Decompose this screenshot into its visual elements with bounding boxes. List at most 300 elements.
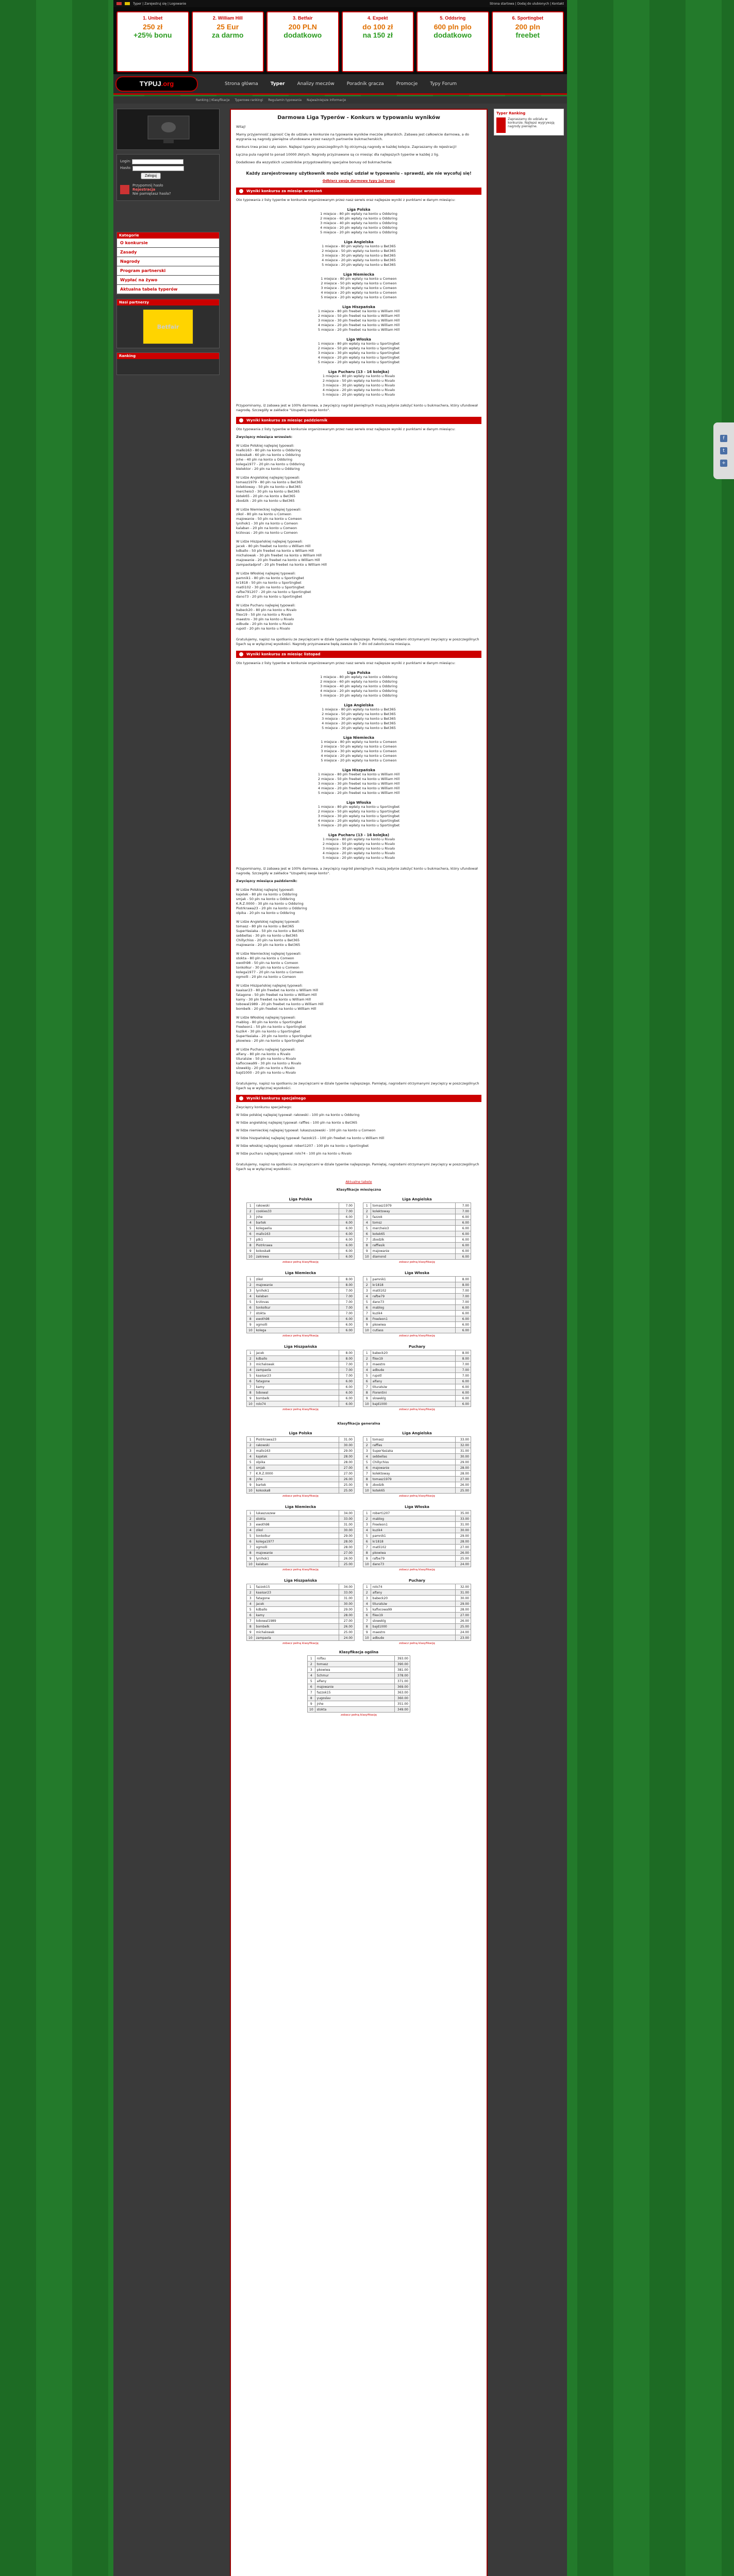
table-cell[interactable]: mablog	[371, 1516, 455, 1522]
bonus-name: 4. Expekt	[367, 15, 388, 21]
table-cell[interactable]: zampaola	[254, 1635, 339, 1641]
table-cell[interactable]: zbodzik	[371, 1237, 455, 1243]
winner-line: Piotrkrawa23 - 20 pln na konto u Oddsring	[236, 906, 307, 910]
table-cell: 7.00	[339, 1305, 355, 1311]
table-cell[interactable]: ewoth98	[254, 1522, 339, 1528]
table-cell[interactable]: tituratsiw	[371, 1384, 455, 1390]
table-cell[interactable]: filex19	[371, 1356, 455, 1362]
table-cell[interactable]: kamy	[254, 1384, 339, 1390]
table-cell: 8	[363, 1390, 371, 1396]
table-cell: 6	[247, 1379, 255, 1384]
table-cell[interactable]: jnhe	[315, 1701, 394, 1707]
winner-line: mercheio3 - 30 pln na konto u Bet365	[236, 489, 300, 494]
table-cell[interactable]: olpika	[254, 1460, 339, 1465]
table-cell[interactable]: rolfau	[315, 1656, 394, 1662]
table-cell[interactable]: sebbellas	[371, 1454, 455, 1460]
table-cell[interactable]: adbude	[371, 1367, 455, 1373]
table-row	[247, 1288, 355, 1294]
table-cell[interactable]: zakrewa	[254, 1254, 339, 1260]
prize-line: 3 miejsce - 40 pln wpłaty na konto u Oddsring	[320, 684, 397, 688]
table-cell[interactable]: diamond	[371, 1254, 455, 1260]
bonus-card[interactable]	[342, 11, 414, 72]
table-cell[interactable]: jacek	[254, 1601, 339, 1607]
winner-line: Chillychiss - 20 pln na konto u Bet365	[236, 938, 300, 942]
table-cell: 7.00	[339, 1209, 355, 1214]
table-cell[interactable]: fatagone	[254, 1379, 339, 1384]
table-cell: 4	[363, 1528, 371, 1533]
winner-line: kr1818 - 50 pln na konto u Sportingbet	[236, 581, 302, 585]
table-cell: 4	[247, 1294, 255, 1299]
table-cell[interactable]: rakowski	[254, 1443, 339, 1448]
table-cell[interactable]: tonkolkur	[254, 1533, 339, 1539]
table-cell: 26.00	[339, 1624, 355, 1630]
table-cell[interactable]: lynihok1	[254, 1288, 339, 1294]
table-cell[interactable]: tobowal	[254, 1390, 339, 1396]
special-winner: W lidze hiszpańskiej najlepiej typował: fazzok15 - 100 pln freebet na konto u William Hill	[236, 1136, 385, 1140]
full-ranking-link[interactable]: zobacz pełną klasyfikację	[399, 1334, 435, 1337]
table-cell: 6	[247, 1231, 255, 1237]
table-row	[363, 1311, 471, 1316]
table-cell[interactable]: kalaban	[254, 1562, 339, 1567]
table-cell[interactable]: fazzok15	[315, 1690, 394, 1696]
table-cell: 9	[363, 1396, 371, 1401]
table-cell[interactable]: alfany	[371, 1590, 455, 1596]
table-cell[interactable]: fazzok15	[254, 1584, 339, 1590]
prize-line: 1 miejsce - 80 pln wpłaty na konto u Bet365	[322, 244, 396, 248]
category-item[interactable]: O konkursie	[117, 239, 219, 248]
top-bar-left[interactable]: Typer | Zarejestruj się | Logowanie	[133, 2, 187, 6]
table-cell[interactable]: Schmur	[315, 1673, 394, 1679]
table-cell[interactable]: kuzik4	[371, 1311, 455, 1316]
table-cell[interactable]: michalowak	[254, 1630, 339, 1635]
table-cell[interactable]: kuzik4	[371, 1528, 455, 1533]
table-cell[interactable]: smjak	[254, 1465, 339, 1471]
table-cell: 10	[247, 1635, 255, 1641]
table-cell[interactable]: zampaola	[254, 1367, 339, 1373]
table-cell[interactable]: majowanie	[315, 1684, 394, 1690]
table-cell: 2	[363, 1282, 371, 1288]
table-cell[interactable]: majowanie	[371, 1248, 455, 1254]
table-cell[interactable]: tomasz1979	[371, 1477, 455, 1482]
table-cell: 7.00	[456, 1362, 471, 1367]
table-row	[363, 1596, 471, 1601]
table-row	[363, 1607, 471, 1613]
table-row	[363, 1584, 471, 1590]
plus-icon[interactable]: +	[720, 460, 727, 467]
table-cell[interactable]: kolektoway	[371, 1471, 455, 1477]
full-ranking-link[interactable]: zobacz pełną klasyfikację	[399, 1261, 435, 1264]
table-cell[interactable]: ogmolli	[254, 1322, 339, 1328]
login-input[interactable]	[132, 159, 184, 164]
site-logo[interactable]: TYPUJ .org	[115, 76, 198, 92]
table-cell[interactable]: stokta	[254, 1311, 339, 1316]
bonus-card[interactable]	[416, 11, 489, 72]
table-cell[interactable]: kdballo	[254, 1607, 339, 1613]
table-cell[interactable]: fazzok	[371, 1214, 455, 1220]
table-cell[interactable]: ogmolli	[254, 1545, 339, 1550]
table-cell[interactable]: rafbe79	[371, 1556, 455, 1562]
table-cell[interactable]: maestro	[371, 1630, 455, 1635]
table-cell: 1	[247, 1584, 255, 1590]
table-cell[interactable]: filex19	[371, 1613, 455, 1618]
table-cell[interactable]: Freeleon1	[371, 1316, 455, 1322]
nav-item[interactable]: Typer	[270, 81, 285, 87]
table-cell[interactable]: sloweklg	[371, 1618, 455, 1624]
table-cell[interactable]: jnhe	[254, 1477, 339, 1482]
table-cell[interactable]: krzlovas	[254, 1299, 339, 1305]
table-cell[interactable]: adbude	[371, 1635, 455, 1641]
full-ranking-link[interactable]: zobacz pełną klasyfikację	[341, 1714, 377, 1717]
full-ranking-link[interactable]: zobacz pełną klasyfikację	[399, 1408, 435, 1411]
table-cell[interactable]: pkowiwa	[315, 1667, 394, 1673]
table-cell[interactable]: tobowal1989	[254, 1618, 339, 1624]
special-winner: W lidze pucharu najlepiej typował: rolo74 - 100 pln na konto u Rivalo	[236, 1151, 352, 1156]
nav-item[interactable]: Typy Forum	[430, 81, 457, 87]
table-cell[interactable]: cutlass	[371, 1328, 455, 1333]
table-cell[interactable]: stokta	[254, 1516, 339, 1522]
table-cell: 4	[247, 1454, 255, 1460]
table-cell[interactable]: bombelk	[254, 1624, 339, 1630]
ranking-table	[363, 1579, 471, 1645]
share-tab[interactable]	[713, 422, 734, 479]
full-ranking-link[interactable]: zobacz pełną klasyfikację	[399, 1642, 435, 1645]
table-cell[interactable]: rafbe79	[371, 1294, 455, 1299]
table-cell[interactable]: kokoska8	[254, 1488, 339, 1494]
table-cell: 28.00	[456, 1539, 471, 1545]
table-row	[363, 1590, 471, 1596]
table-cell[interactable]: Piotrkrawa	[254, 1243, 339, 1248]
nav-item[interactable]: Strona główna	[225, 81, 258, 87]
table-cell[interactable]: mallo163	[254, 1448, 339, 1454]
table-cell[interactable]: kolektoway	[371, 1209, 455, 1214]
table-cell[interactable]: kdballo	[254, 1356, 339, 1362]
table-row	[247, 1460, 355, 1465]
league-title: Liga Polska	[347, 208, 371, 212]
prize-line: 3 miejsce - 30 pln wpłaty na konto u Bet365	[322, 253, 396, 258]
table-cell: 3	[247, 1362, 255, 1367]
full-ranking-link[interactable]: zobacz pełną klasyfikację	[282, 1642, 319, 1645]
table-cell: 4	[247, 1528, 255, 1533]
table-cell[interactable]: kotek65	[371, 1488, 455, 1494]
table-cell[interactable]: kr1818	[371, 1282, 455, 1288]
table-cell[interactable]: kaflocowa99	[371, 1607, 455, 1613]
table-cell[interactable]: tomasz1979	[371, 1203, 455, 1209]
table-cell[interactable]: tomasz	[315, 1662, 394, 1667]
tables-heading: Klasyfikacja generalna	[337, 1421, 380, 1426]
table-cell[interactable]: kolega1977	[254, 1539, 339, 1545]
table-cell: 390.00	[395, 1662, 410, 1667]
table-cell[interactable]: robert1207	[371, 1511, 455, 1516]
table-cell[interactable]: rafflesik	[371, 1243, 455, 1248]
table-cell[interactable]: bartek	[254, 1482, 339, 1488]
register-link[interactable]: Rejestracja	[132, 188, 156, 192]
table-cell: 3	[363, 1448, 371, 1454]
table-cell[interactable]: bartek	[254, 1220, 339, 1226]
login-button[interactable]: Zaloguj	[141, 173, 161, 179]
table-cell: 33.00	[456, 1437, 471, 1443]
flag-icon[interactable]	[125, 2, 130, 5]
table-cell: 30.00	[456, 1528, 471, 1533]
winner-line: pkowiwa - 20 pln na konto u Sportingbet	[236, 1039, 304, 1043]
category-item[interactable]: Program partnerski	[117, 266, 219, 276]
table-cell[interactable]: tomsz	[371, 1220, 455, 1226]
table-cell[interactable]: babeck20	[371, 1596, 455, 1601]
table-cell[interactable]: kokoska8	[254, 1248, 339, 1254]
top-bar-right[interactable]: Strona startowa | Dodaj do ulubionych | Kontakt	[489, 2, 564, 6]
table-cell: 6	[363, 1539, 371, 1545]
table-cell[interactable]: kaaisar23	[254, 1590, 339, 1596]
table-row	[247, 1396, 355, 1401]
table-cell[interactable]: ewoth98	[254, 1316, 339, 1322]
table	[363, 1350, 471, 1407]
winners-title: Zwycięzcy miesiąca wrzesień:	[236, 435, 293, 439]
table-cell: 31.00	[456, 1522, 471, 1528]
bullet-icon	[239, 418, 243, 422]
table-cell[interactable]: sloweklg	[371, 1396, 455, 1401]
table-cell[interactable]: kajetek	[254, 1454, 339, 1460]
ranking-table	[246, 1431, 355, 1498]
table-cell: 2	[363, 1443, 371, 1448]
table-cell[interactable]: bajd1000	[371, 1401, 455, 1407]
table-cell[interactable]: alfany	[315, 1679, 394, 1684]
table-cell[interactable]: majowanie	[254, 1550, 339, 1556]
table-cell[interactable]: Piotrkrawa23	[254, 1437, 339, 1443]
prize-line: 3 miejsce - 30 pln wpłaty na konto u Sportingbet	[318, 351, 400, 355]
table-cell[interactable]: jacek	[254, 1350, 339, 1356]
note-text: Przypominamy, iż zabawa jest w 100% darmowa, a zwycięzcy nagród pieniężnych muszą jedynie założyć konto u bukmachera, który ufundował nagrodę. Szczegóły w zakładce "Uzupełnij swoje konto".	[236, 867, 478, 875]
facebook-icon[interactable]: f	[720, 435, 727, 442]
table-cell[interactable]: pamnik1	[371, 1277, 455, 1282]
table-cell: 6.00	[456, 1248, 471, 1254]
table-cell[interactable]: yugoslav	[315, 1696, 394, 1701]
table-cell[interactable]: mercheio3	[371, 1226, 455, 1231]
table-cell[interactable]: tomasz	[371, 1437, 455, 1443]
table-row	[247, 1243, 355, 1248]
table-cell: 4	[363, 1220, 371, 1226]
table-cell: 1	[363, 1584, 371, 1590]
tables-link[interactable]: Aktualne tabele	[345, 1180, 372, 1184]
lock-icon	[120, 185, 129, 194]
category-item[interactable]: Nagrody	[117, 257, 219, 266]
table-cell[interactable]: kalaban	[254, 1294, 339, 1299]
table-cell: 7.00	[456, 1288, 471, 1294]
partner-banner[interactable]: Betfair	[142, 309, 194, 345]
table-cell[interactable]: bajd1000	[371, 1624, 455, 1630]
table-cell[interactable]: majowanie	[254, 1282, 339, 1288]
table-cell[interactable]: mablog	[371, 1305, 455, 1311]
subnav-item[interactable]: Ranking | Klasyfikacje	[196, 98, 230, 102]
winner-line: Freeleon1 - 50 pln na konto u Sportingbet	[236, 1025, 306, 1029]
table-cell[interactable]: raffles	[371, 1443, 455, 1448]
table-cell[interactable]: dano73	[371, 1299, 455, 1305]
table-cell: 6	[363, 1231, 371, 1237]
table-cell[interactable]: pkowiwa	[371, 1322, 455, 1328]
promo-image[interactable]	[496, 117, 506, 133]
winner-group-title: W Lidze Włoskiej najlepiej typowali:	[236, 571, 296, 575]
table-row	[363, 1305, 471, 1311]
table-cell: 6.00	[456, 1226, 471, 1231]
special-winner: W lidze polskiej najlepiej typował: rakowski - 100 pln na konto u Oddsring	[236, 1113, 360, 1117]
forgot-link[interactable]: Nie pamiętasz hasła?	[132, 192, 171, 196]
table-cell[interactable]: rolo74	[371, 1584, 455, 1590]
table-cell[interactable]: rolo74	[254, 1401, 339, 1407]
table-cell[interactable]: babeck20	[371, 1350, 455, 1356]
winner-line: kokoska8 - 60 pln na konto u Oddsring	[236, 453, 301, 457]
table-cell[interactable]: Chillychiss	[371, 1460, 455, 1465]
table-cell[interactable]: bombelk	[254, 1396, 339, 1401]
table-cell[interactable]: pkowiwa	[371, 1550, 455, 1556]
table-cell[interactable]: lukaszuszew	[254, 1511, 339, 1516]
table-cell: 6.00	[339, 1322, 355, 1328]
full-ranking-link[interactable]: zobacz pełną klasyfikację	[282, 1334, 319, 1337]
table-cell: 5	[363, 1607, 371, 1613]
category-item[interactable]: Zasady	[117, 248, 219, 257]
twitter-icon[interactable]: t	[720, 447, 727, 454]
table-cell[interactable]: rupotl	[371, 1373, 455, 1379]
table-cell[interactable]: kotek65	[371, 1231, 455, 1237]
winner-line: kuzik4 - 30 pln na konto u Sportingbet	[236, 1029, 301, 1033]
full-ranking-link[interactable]: zobacz pełną klasyfikację	[282, 1568, 319, 1571]
table-cell[interactable]: SuperYasiaka	[371, 1448, 455, 1454]
table-cell[interactable]: fatagone	[254, 1596, 339, 1601]
table-cell[interactable]: jnhe	[254, 1214, 339, 1220]
table-cell[interactable]: kr1818	[371, 1539, 455, 1545]
table-cell: 7	[363, 1618, 371, 1624]
table-row	[363, 1226, 471, 1231]
table-row	[247, 1613, 355, 1618]
table-row	[363, 1556, 471, 1562]
prize-line: 5 miejsce - 20 pln wpłaty na konto u Rivalo	[322, 856, 395, 860]
table-title: Liga Hiszpańska	[284, 1345, 317, 1349]
league-title: Liga Angielska	[344, 703, 374, 707]
table-cell[interactable]: maestro	[371, 1362, 455, 1367]
table-cell[interactable]: michalowak	[254, 1362, 339, 1367]
table-cell: 24.00	[456, 1630, 471, 1635]
table-cell[interactable]: zbodzik	[371, 1482, 455, 1488]
subnav-item[interactable]: Najważniejsze informacje	[307, 98, 346, 102]
bonus-card[interactable]	[192, 11, 264, 72]
table-cell[interactable]: alfany	[371, 1379, 455, 1384]
table-cell[interactable]: K.R.Z.0000	[254, 1471, 339, 1477]
winner-line: tituratsiw - 50 pln na konto u Rivalo	[236, 1057, 296, 1061]
subnav-item[interactable]: Typerowe rankingi	[235, 98, 263, 102]
nav-item[interactable]: Poradnik gracza	[346, 81, 384, 87]
remember-link[interactable]: Przypomnij hasło	[132, 183, 163, 188]
table-cell: 2	[247, 1516, 255, 1522]
ranking-table	[246, 1579, 355, 1645]
nav-item[interactable]: Analizy meczów	[297, 81, 335, 87]
category-item[interactable]: Wypłać na żywo	[117, 276, 219, 285]
table-cell[interactable]: Fiorentini	[371, 1390, 455, 1396]
nav-item[interactable]: Promocje	[396, 81, 418, 87]
table-cell[interactable]: ptk1	[254, 1237, 339, 1243]
table-cell: 29.00	[339, 1448, 355, 1454]
flag-icon[interactable]	[116, 2, 122, 5]
table-cell[interactable]: majowanie	[371, 1465, 455, 1471]
table-cell[interactable]: pamnik1	[371, 1533, 455, 1539]
table-cell[interactable]: Freeleon1	[371, 1522, 455, 1528]
note-text: Gratulujemy, napisz na spotkaniu ze zwycięzcami w dziale typerów najlepszego. Pamiętaj, nagrodami otrzymanymi zwycięzcy w poszczególnych ligach są w wyłącznej wysokości.	[236, 1162, 479, 1171]
table-cell: 26.00	[339, 1556, 355, 1562]
full-ranking-link[interactable]: zobacz pełną klasyfikację	[399, 1495, 435, 1498]
table-cell: 10	[247, 1488, 255, 1494]
table-cell: 6.00	[339, 1379, 355, 1384]
winner-line: tobowal1989 - 20 pln freebet na konto u William Hill	[236, 1002, 324, 1006]
table-cell: 5	[247, 1226, 255, 1231]
table-cell: 6	[247, 1465, 255, 1471]
winner-group-title: W Lidze Angielskiej najlepiej typowali:	[236, 920, 300, 924]
table	[363, 1202, 471, 1260]
full-ranking-link[interactable]: zobacz pełną klasyfikację	[282, 1495, 319, 1498]
bullet-icon	[239, 189, 243, 193]
table-cell[interactable]: kolegaelia	[254, 1226, 339, 1231]
table-cell: 29.00	[456, 1533, 471, 1539]
table-cell[interactable]: stokta	[315, 1707, 394, 1713]
full-ranking-link[interactable]: zobacz pełną klasyfikację	[399, 1568, 435, 1571]
prize-line: 5 miejsce - 20 pln wpłaty na konto u Oddsring	[320, 230, 397, 234]
table-cell[interactable]: zikol	[254, 1277, 339, 1282]
table-cell[interactable]: dano73	[371, 1562, 455, 1567]
table-cell[interactable]: kolega	[254, 1328, 339, 1333]
table-row	[247, 1401, 355, 1407]
table-cell: 31.00	[456, 1590, 471, 1596]
ranking-table	[363, 1345, 471, 1411]
table	[246, 1436, 355, 1494]
table-cell[interactable]: mallo163	[254, 1231, 339, 1237]
table-cell[interactable]: zikol	[254, 1528, 339, 1533]
table-cell[interactable]: lynihok1	[254, 1556, 339, 1562]
table-cell[interactable]: rakowski	[254, 1203, 339, 1209]
table-cell: 5	[363, 1226, 371, 1231]
table-row	[363, 1243, 471, 1248]
table	[246, 1510, 355, 1567]
subnav-item[interactable]: Regulamin typowania	[268, 98, 302, 102]
bonus-card[interactable]	[266, 11, 339, 72]
table-cell: 1	[363, 1437, 371, 1443]
full-ranking-link[interactable]: zobacz pełną klasyfikację	[282, 1261, 319, 1264]
table-cell: 5	[247, 1533, 255, 1539]
full-ranking-link[interactable]: zobacz pełną klasyfikację	[282, 1408, 319, 1411]
table-cell[interactable]: cookies33	[254, 1209, 339, 1214]
table-row	[363, 1322, 471, 1328]
table	[363, 1584, 471, 1641]
bonus-line2: dodatkowo	[433, 31, 472, 39]
cta-link[interactable]: Odbierz swoje darmowe typy już teraz	[322, 179, 395, 183]
password-label: Hasło:	[120, 166, 131, 170]
table-row	[363, 1220, 471, 1226]
table-cell[interactable]: kaaisar23	[254, 1373, 339, 1379]
category-item[interactable]: Aktualna tabela typerów	[117, 285, 219, 294]
table-row	[363, 1299, 471, 1305]
table-cell: 1	[247, 1437, 255, 1443]
table-row	[363, 1448, 471, 1454]
table-row	[247, 1209, 355, 1214]
ranking-table	[363, 1197, 471, 1264]
table-cell[interactable]: matli102	[371, 1288, 455, 1294]
table-cell[interactable]: matli102	[371, 1545, 455, 1550]
table-cell: 6.00	[339, 1243, 355, 1248]
table-cell: 4	[247, 1367, 255, 1373]
bonus-card[interactable]	[116, 11, 189, 72]
password-input[interactable]	[132, 166, 184, 171]
bonus-card[interactable]	[492, 11, 564, 72]
table-cell[interactable]: tituratsiw	[371, 1601, 455, 1607]
table-cell[interactable]: tonkolkur	[254, 1305, 339, 1311]
table-row	[247, 1305, 355, 1311]
table-cell[interactable]: kamy	[254, 1613, 339, 1618]
table-cell: 8.00	[456, 1356, 471, 1362]
winner-line: kolektoway - 50 pln na konto u Bet365	[236, 485, 301, 489]
